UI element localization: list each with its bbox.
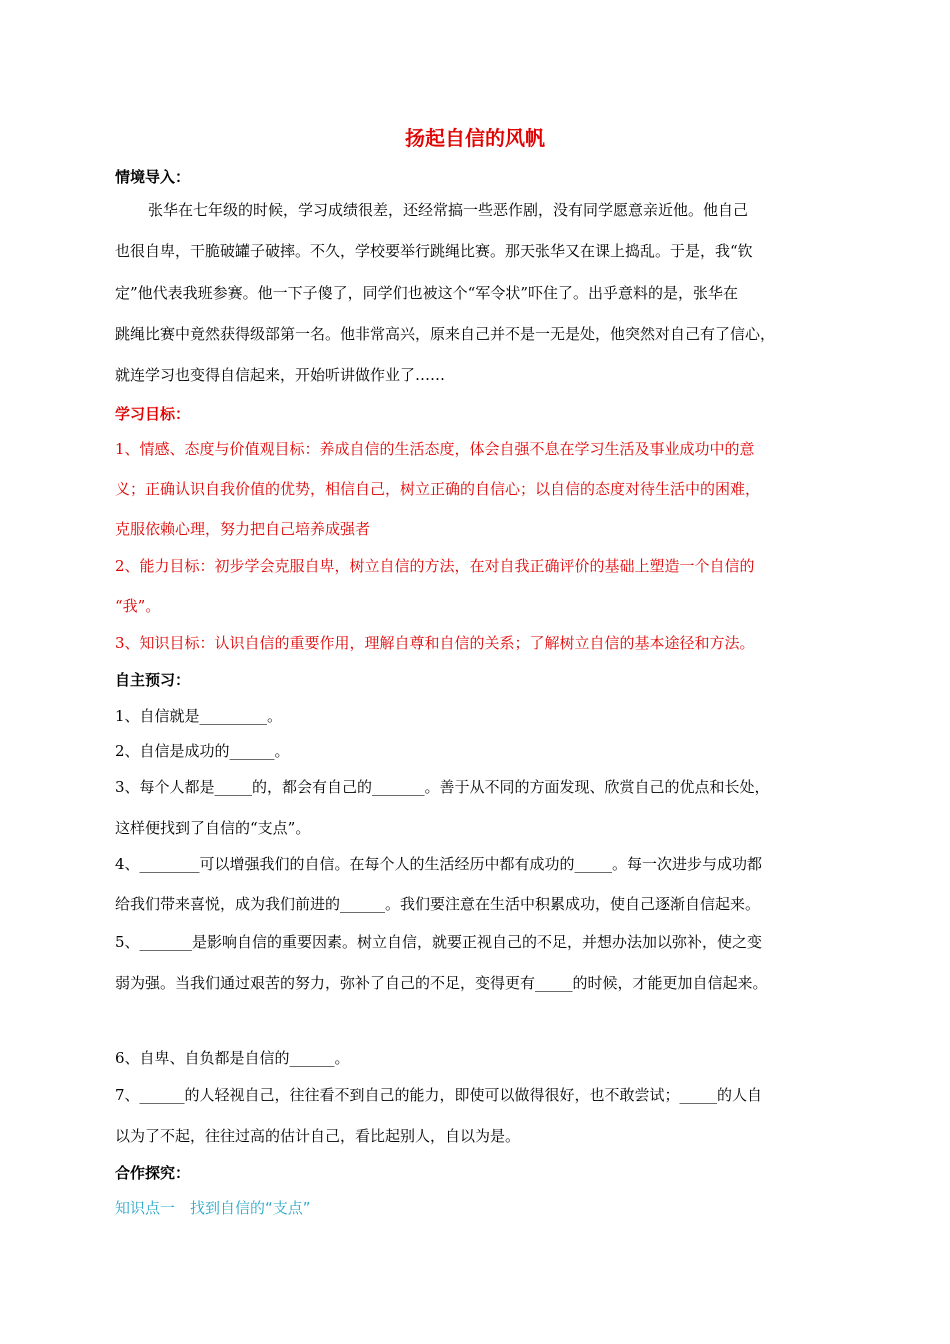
preview-line: 5、_______是影响自信的重要因素。树立自信，就要正视自己的不足，并想办法加以弥补，使之变	[115, 933, 763, 951]
intro-line: 定”他代表我班参赛。他一下子傻了，同学们也被这个“军令状”吓住了。出乎意料的是，张华在	[115, 284, 739, 302]
goal-line: 2、能力目标：初步学会克服自卑，树立自信的方法，在对自我正确评价的基础上塑造一个自信的	[115, 557, 755, 575]
intro-heading: 情境导入：	[115, 168, 191, 186]
intro-line: 张华在七年级的时候，学习成绩很差，还经常搞一些恶作剧，没有同学愿意亲近他。他自己	[148, 201, 749, 219]
preview-line: 给我们带来喜悦，成为我们前进的______。我们要注意在生活中积累成功，使自己逐渐自信起来。	[115, 895, 761, 913]
preview-line: 弱为强。当我们通过艰苦的努力，弥补了自己的不足，变得更有_____的时候，才能更加自信起来。	[115, 974, 768, 992]
goal-line: “我”。	[115, 597, 161, 615]
preview-line: 7、______的人轻视自己，往往看不到自己的能力，即使可以做得很好，也不敢尝试；_____的人自	[115, 1086, 763, 1104]
preview-line: 4、________可以增强我们的自信。在每个人的生活经历中都有成功的_____。每一次进步与成功都	[115, 855, 763, 873]
goal-line: 1、情感、态度与价值观目标：养成自信的生活态度，体会自强不息在学习生活及事业成功中的意	[115, 440, 755, 458]
goal-line: 3、知识目标：认识自信的重要作用，理解自尊和自信的关系；了解树立自信的基本途径和方法。	[115, 634, 755, 652]
goal-line: 克服依赖心理，努力把自己培养成强者	[115, 520, 371, 538]
knowledge-point-heading: 知识点一 找到自信的“支点”	[115, 1199, 311, 1217]
preview-line: 2、自信是成功的______。	[115, 742, 290, 760]
intro-line: 跳绳比赛中竟然获得级部第一名。他非常高兴，原来自己并不是一无是处，他突然对自己有了信心，	[115, 325, 776, 343]
preview-line: 6、自卑、自负都是自信的______。	[115, 1049, 350, 1067]
preview-line: 这样便找到了自信的“支点”。	[115, 819, 311, 837]
preview-heading: 自主预习：	[115, 671, 191, 689]
preview-line: 3、每个人都是_____的，都会有自己的_______。善于从不同的方面发现、欣赏自己的优点和长处，	[115, 778, 770, 796]
goals-heading: 学习目标：	[115, 405, 191, 423]
explore-heading: 合作探究：	[115, 1164, 191, 1182]
goal-line: 义；正确认识自我价值的优势，相信自己，树立正确的自信心；以自信的态度对待生活中的困难，	[115, 480, 761, 498]
intro-line: 也很自卑，干脆破罐子破摔。不久，学校要举行跳绳比赛。那天张华又在课上捣乱。于是，我“钦	[115, 242, 753, 260]
preview-line: 以为了不起，往往过高的估计自己，看比起别人，自以为是。	[115, 1127, 521, 1145]
page-title: 扬起自信的风帆	[405, 126, 545, 150]
intro-line: 就连学习也变得自信起来，开始听讲做作业了……	[115, 366, 446, 384]
preview-line: 1、自信就是_________。	[115, 707, 283, 725]
